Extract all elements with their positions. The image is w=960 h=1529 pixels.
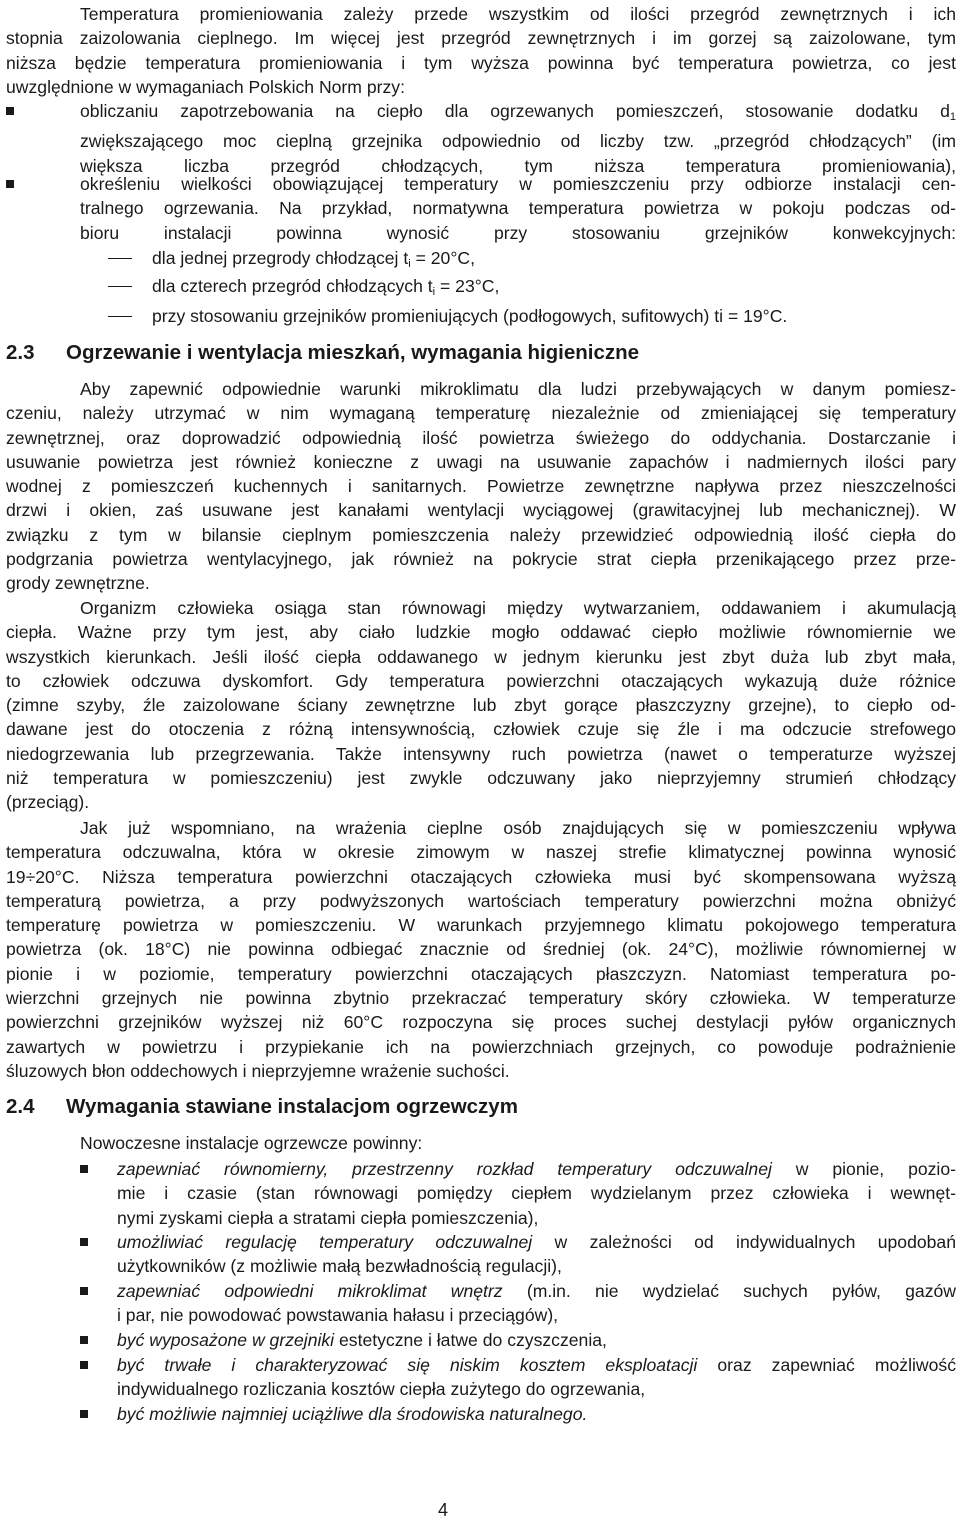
text-line: indywidualnego rozliczania kosztów ciepła zużytego do ogrzewania, [117,1379,646,1400]
text-line: (zimne szyby, źle zaizolowane ściany zewnętrzne lub zbyt gorące płaszczyzny grzejne), to ciepło od- [6,695,956,716]
text-line: mie i czasie (stan równowagi pomiędzy ciepłem wydzielanym przez człowieka i wewnęt- [117,1183,956,1204]
norm-bullet-1 [80,99,956,178]
text-line: związku z tym w bilansie cieplnym pomieszczenia należy przewidzieć odpowiednią ilość ciepła do [6,524,956,545]
text-line: temperaturę powietrza w pomieszczeniu. W warunkach przyjemnego klimatu pokojowego temperatura [6,915,956,936]
list-intro: Nowoczesne instalacje ogrzewcze powinny: [80,1133,423,1153]
text-line: czeniu, należy utrzymać w nim wymaganą temperaturę niezależnie od zmieniającej się temperatury [6,403,956,424]
text-line: być trwałe i charakteryzować się niskim kosztem eksploatacji oraz zapewniać możliwość [117,1355,956,1375]
paragraph [6,377,956,596]
bullet-square-icon [80,1330,94,1344]
dash-item: dla jednej przegrody chłodzącej $t_i = 20^\circ C$, [152,248,475,270]
text-line: Aby zapewnić odpowiednie warunki mikroklimatu dla ludzi przebywających w danym pomiesz- [80,379,956,399]
text-line: temperaturą powietrza, a przy podwyższonych wartościach temperatury powierzchni można obniżyć [6,890,956,911]
dash-icon [108,286,132,287]
text-line: zwiększającego moc cieplną grzejnika odpowiednio od liczby tzw. „przegród chłodzących” (im [80,131,956,152]
text-line: grody zewnętrzne. [6,573,150,594]
text-line: pionie i w poziomie, temperatury powierzchni otaczających płaszczyzn. Natomiast temperatura po- [6,963,956,984]
text-line: Organizm człowieka osiąga stan równowagi między wytwarzaniem, oddawaniem i akumulacją [80,598,956,618]
dash-item: dla czterech przegród chłodzących $t_i = 23^\circ C$, [152,276,500,298]
text-line: podgrzania powietrza wentylacyjnego, jak również na pokrycie strat ciepła przenikającego przez prze- [6,549,956,570]
text-line: niedogrzewania lub przegrzewania. Także intensywny ruch powietrza (nawet o temperaturze wyższej [6,743,956,764]
dash-icon [108,316,132,317]
text-line: śluzowych błon oddechowych i nieprzyjemne wrażenie suchości. [6,1060,510,1081]
text-line: użytkowników (z możliwie małą bezwładnością regulacji), [117,1256,562,1277]
text-line: zewnętrznej, oraz doprowadzić odpowiednią ilość powietrza świeżego do oddychania. Dostarczanie i [6,427,956,448]
text-line: ciepła. Ważne przy tym jest, aby ciało ludzkie mogło oddawać ciepło możliwie równomiernie we [6,622,956,643]
text-line: tralnego ogrzewania. Na przykład, normatywna temperatura powietrza w pokoju podczas od- [80,198,956,219]
text-line: stopnia zaizolowania cieplnego. Im więcej jest przegród zewnętrznych i im gorzej są zaizolowane, tym [6,28,956,49]
requirement-item [117,1328,956,1352]
paragraph [6,816,956,1083]
text-line: to człowiek odczuwa dyskomfort. Gdy temperatura powierzchni otaczających wykazują duże różnice [6,670,956,691]
text-line: zapewniać odpowiedni mikroklimat wnętrz (m.in. nie wydzielać suchych pyłów, gazów [117,1281,956,1301]
text-line: zawartych w powietrzu i przypiekanie ich na powierzchniach grzejnych, co powoduje podrażnienie [6,1036,956,1057]
text-line: wierzchni grzejnych nie powinna zbytnio przekraczać temperatury skóry człowieka. W temperaturze [6,988,956,1009]
text-line: umożliwiać regulację temperatury odczuwalnej w zależności od indywidualnych upodobań [117,1232,956,1252]
bullet-square-icon [80,1355,94,1369]
bullet-square-icon [80,1232,94,1246]
text-line: być wyposażone w grzejniki estetyczne i łatwe do czyszczenia, [117,1330,607,1350]
text-line: bioru instalacji powinna wynosić przy stosowaniu grzejników konwekcyjnych: [80,222,956,243]
bullet-square-icon [6,174,20,188]
text-line: usuwanie powietrza jest również konieczne z uwagi na usuwanie zapachów i nadmiernych ilości pary [6,451,956,472]
bullet-square-icon [6,101,20,115]
section-heading: 2.4 Wymagania stawiane instalacjom ogrzewczym [6,1095,518,1118]
text-line: niż temperatura w pomieszczeniu) jest zwykle odczuwany jako nieprzyjemny strumień chłodzący [6,768,956,789]
requirement-item [117,1157,956,1230]
text-line: niższa będzie temperatura promieniowania i tym wyższa powinna być temperatura powietrza, co jest [6,52,956,73]
text-line: powietrza (ok. 18°C) nie powinna odbiegać znacznie od średniej (ok. 24°C), możliwie równomiernej w [6,939,956,960]
text-line: drzwi i okien, zaś usuwane jest kanałami wentylacji wyciągowej (grawitacyjnej lub mechanicznej). W [6,500,956,521]
dash-icon [108,258,132,259]
text-line: zapewniać równomierny, przestrzenny rozkład temperatury odczuwalnej w pionie, pozio- [117,1159,956,1179]
text-line: obliczaniu zapotrzebowania na ciepło dla ogrzewanych pomieszczeń, stosowanie dodatku $d_1$ [80,101,956,123]
intro-paragraph [6,2,956,99]
text-line: wodnej z pomieszczeń kuchennych i sanitarnych. Powietrze zewnętrzne napływa przez nieszczelności [6,476,956,497]
text-line: nymi zyskami ciepła a stratami ciepła pomieszczenia), [117,1207,539,1228]
dash-item: przy stosowaniu grzejników promieniujących (podłogowych, sufitowych) ti = 19°C. [152,306,788,326]
bullet-square-icon [80,1159,94,1173]
text-line: większa liczba przegród chłodzących, tym niższa temperatura promieniowania), [80,155,956,176]
text-line: 19÷20°C. Niższa temperatura powierzchni otaczających człowieka musi być skompensowana wyższą [6,866,956,887]
text-line: wszystkich kierunkach. Jeśli ilość ciepła oddawanego w jednym kierunku jest zbyt duża lub zbyt mała, [6,646,956,667]
text-line: (przeciąg). [6,792,90,813]
section-heading: 2.3 Ogrzewanie i wentylacja mieszkań, wymagania higieniczne [6,341,640,364]
page-number: 4 [438,1500,449,1520]
text-line: określeniu wielkości obowiązującej temperatury w pomieszczeniu przy odbiorze instalacji cen- [80,174,956,194]
requirement-item [117,1353,956,1402]
requirement-item [117,1279,956,1328]
norm-bullet-2 [80,172,956,245]
text-line: temperatura odczuwalna, która w okresie zimowym w naszej strefie klimatycznej powinna wynosić [6,842,956,863]
text-line: uwzględnione w wymaganiach Polskich Norm przy: [6,76,405,97]
text-line: Jak już wspomniano, na wrażenia cieplne osób znajdujących się w pomieszczeniu wpływa [80,818,956,838]
requirement-item [117,1230,956,1279]
requirement-item [117,1402,956,1426]
text-line: Temperatura promieniowania zależy przede wszystkim od ilości przegród zewnętrznych i ich [80,4,956,24]
text-line: dawane jest do otoczenia z różną intensywnością, człowiek czuje się źle i ma odczucie strefowego [6,719,956,740]
text-line: być możliwie najmniej uciążliwe dla środowiska naturalnego. [117,1404,588,1424]
bullet-square-icon [80,1404,94,1418]
text-line: i par, nie powodować powstawania hałasu i przeciągów), [117,1305,559,1326]
text-line: powierzchni grzejników wyższej niż 60°C rozpoczyna się proces suchej destylacji pyłów organicznych [6,1012,956,1033]
bullet-square-icon [80,1281,94,1295]
paragraph [6,596,956,815]
